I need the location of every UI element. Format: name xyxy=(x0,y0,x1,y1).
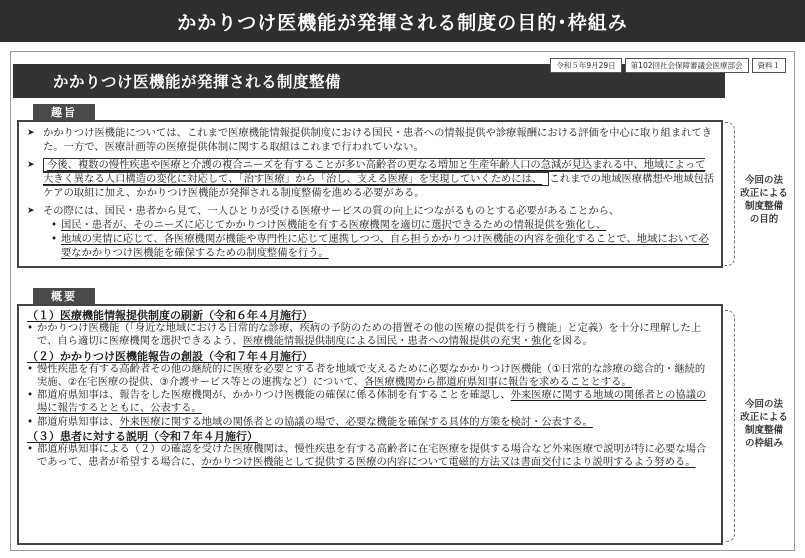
bullet-dot-icon: • xyxy=(51,233,58,245)
purpose-bullet-1-text: かかりつけ医機能については、これまで医療機能情報提供制度における国民・患者への情報提供や診療報酬における評価を中心に取り組まれてきた。一方で、医療計画等の医療提供体制に関する取組はこれまで行われていない。 xyxy=(43,127,713,153)
purpose-note-line-1: 今回の法 xyxy=(744,175,783,186)
overview-heading-3 xyxy=(23,430,717,443)
purpose-bullet-2-text-a: 今後、複数の慢性疾患や医療と介護の複合ニーズを有することが多い高齢者の更なる増加と生産年齢人口の急減が見込まれる中、地域によって大きく異なる人口構造の変化に対応して、 xyxy=(43,159,706,185)
purpose-sub-2-text: 地域の実情に応じて、各医療機関が機能や専門性に応じて連携しつつ、自ら担うかかりつけ医機能の内容を強化することで、地域において必要なかかりつけ医機能を確保するための制度整備を行う。 xyxy=(61,233,709,259)
overview-side-note xyxy=(734,398,794,450)
overview-item-text-a: 都道府県知事は、 xyxy=(37,415,120,428)
slide xyxy=(10,51,795,551)
overview-label xyxy=(33,288,95,304)
bullet-dot-icon: • xyxy=(51,219,58,231)
overview-item xyxy=(23,322,717,348)
purpose-note-line-3: 制度整備 xyxy=(744,201,783,212)
overview-item xyxy=(23,389,717,415)
arrow-bullet-icon: ➤ xyxy=(27,128,35,138)
overview-note-line-3: 制度整備 xyxy=(744,425,783,436)
overview-heading-3-text: （３）患者に対する説明（令和７年４月施行） xyxy=(27,429,258,443)
arrow-bullet-icon: ➤ xyxy=(27,160,35,170)
overview-note-line-1: 今回の法 xyxy=(744,399,783,410)
overview-note-line-4: の枠組み xyxy=(744,438,783,449)
overview-box xyxy=(17,304,723,545)
bullet-dot-icon: • xyxy=(27,415,34,428)
overview-heading-2 xyxy=(23,350,717,363)
purpose-bullet-2-quote: 「治す医療」から「治し、支える医療」を実現していくためには、 xyxy=(238,173,543,185)
purpose-note-line-4: の目的 xyxy=(749,214,779,225)
overview-label-text: 概要 xyxy=(51,290,77,303)
overview-note-line-2: 改正による xyxy=(740,412,788,423)
purpose-box xyxy=(17,120,723,268)
overview-item-text-ul: 外来医療に関する地域の関係者との協議の場に報告するとともに、公表する。 xyxy=(37,389,707,415)
purpose-side-note xyxy=(734,174,794,226)
overview-item-text-a: 慢性疾患を有する高齢者その他の継続的に医療を必要とする者を地域で支えるために必要なかかりつけ医機能（①日常的な診療の総合的・継続的実施、②在宅医療の提供、③介護サービス等との連携など）について、 xyxy=(37,362,706,389)
purpose-bullet-3-text: その際には、国民・患者から見て、一人ひとりが受ける医療サービスの質の向上につながるものとする必要があることから、 xyxy=(43,205,620,217)
overview-item-text-b: を図る。 xyxy=(551,335,593,348)
overview-item-text-a: 都道府県知事は、報告をした医療機関が、かかりつけ医機能の確保に係る体制を有することを確認し、 xyxy=(37,389,511,402)
purpose-sub-2 xyxy=(23,232,715,260)
overview-item-text-a: かかりつけ医機能（「身近な地域における日常的な診療、疾病の予防のための措置その他の医療の提供を行う機能」と定義）を十分に理解した上で、自ら適切に医療機関を選択できるよう、 xyxy=(37,322,702,348)
purpose-sub-1 xyxy=(23,218,715,232)
overview-item xyxy=(23,363,717,389)
bullet-dot-icon: • xyxy=(27,389,34,402)
overview-heading-2-text: （２）かかりつけ医機能報告の創設（令和７年４月施行） xyxy=(27,349,313,363)
bullet-dot-icon: • xyxy=(27,322,34,335)
purpose-sub-1-text: 国民・患者が、そのニーズに応じてかかりつけ医機能を有する医療機関を適切に選択できるための情報提供を強化し、 xyxy=(61,219,607,231)
overview-item-text-ul: 外来医療に関する地域の関係者との協議の場で、必要な機能を確保する具体的方策を検討・公表する。 xyxy=(119,415,593,428)
page-banner xyxy=(0,0,805,42)
purpose-bullet-3 xyxy=(23,204,715,218)
bullet-dot-icon: • xyxy=(27,362,34,375)
overview-item-text-a: 都道府県知事による（２）の確認を受けた医療機関は、慢性疾患を有する高齢者に在宅医療を提供する場合など外来医療で説明が特に必要な場合であって、患者が希望する場合に、 xyxy=(37,443,707,469)
overview-heading-1-text: （１）医療機能情報提供制度の刷新（令和６年４月施行） xyxy=(27,309,313,322)
purpose-bullet-2 xyxy=(23,158,715,200)
overview-item xyxy=(23,416,717,429)
slide-header xyxy=(11,52,794,97)
purpose-note-line-2: 改正による xyxy=(740,188,788,199)
overview-item-text-ul: かかりつけ医機能として提供する医療の内容について電磁的方法又は書面交付により説明するよう努める。 xyxy=(201,456,696,469)
overview-item-text-ul: 各医療機関から都道府県知事に報告を求めることとする。 xyxy=(363,376,632,389)
meta-meeting: 第102回社会保障審議会医療部会 xyxy=(625,58,749,73)
purpose-label xyxy=(33,104,95,120)
meta-boxes xyxy=(550,58,786,73)
purpose-bullet-1 xyxy=(23,126,715,154)
meta-date: 令和５年9月29日 xyxy=(550,58,621,73)
meta-doc-number: 資料１ xyxy=(752,58,787,73)
purpose-label-text: 趣旨 xyxy=(51,106,77,119)
overview-heading-1 xyxy=(23,309,717,322)
banner-title: かかりつけ医機能が発揮される制度の目的･枠組み xyxy=(177,11,628,34)
slide-title-text: かかりつけ医機能が発揮される制度整備 xyxy=(53,73,342,91)
overview-item-text-ul: 医療機能情報提供制度による国民・患者への情報提供の充実・強化 xyxy=(242,335,552,348)
arrow-bullet-icon: ➤ xyxy=(27,206,35,216)
purpose-bullet-2-text-b: これまでの地域医療構想や地域包括ケアの取組に加え、かかりつけ医機能が発揮される制度整備を進める必要がある。 xyxy=(43,173,715,199)
overview-item xyxy=(23,443,717,469)
bullet-dot-icon: • xyxy=(27,443,34,456)
